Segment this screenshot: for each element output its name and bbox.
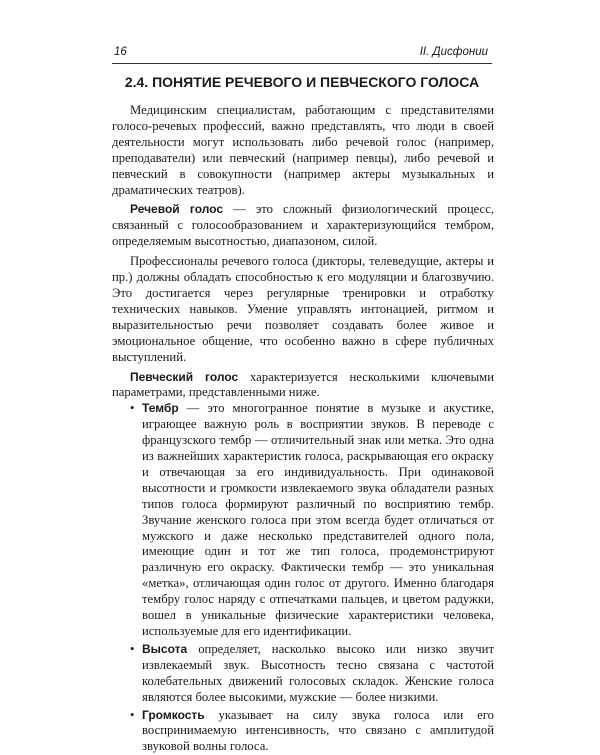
- bullet-icon: •: [130, 707, 135, 722]
- paragraph-intro: Медицинским специалистам, работающим с представителями голосо-речевых профессий, важно представлять, что люди в своей деятельности могут использовать либо речевой голос (например, преподаватели) или певческий (например певцы), либо речевой и певческий в совокупности (например актеры музыкальных и драматических театров).: [112, 103, 494, 197]
- list-item-pitch: [130, 642, 494, 706]
- paragraph-speech-voice: [112, 202, 494, 250]
- paragraph-singing-voice: [112, 370, 494, 402]
- term-singing-voice: Певческий голос: [130, 369, 239, 384]
- paragraph-professionals: Профессионалы речевого голоса (дикторы, телеведущие, актеры и пр.) должны обладать способностью к его модуляции и благозвучию. Это достигается через регулярные тренировки и отработку технических навыков. Умение управлять интонацией, ритмом и выразительностью речи позволяет создавать более живое и эмоциональное общение, что особенно важно в сфере публичных выступлений.: [112, 254, 494, 364]
- definition-singing-voice: характеризуется несколькими ключевыми параметрами, представленными ниже.: [112, 369, 494, 400]
- term-timbre: Тембр: [142, 401, 179, 416]
- bullet-icon: •: [130, 401, 135, 416]
- list-item-loudness: [130, 708, 494, 755]
- definition-speech-voice: — это сложный физиологический процесс, связанный с голосообразованием и характеризующийся тембром, определяемым высотностью, диапазоном, силой.: [112, 202, 494, 249]
- header-divider: [112, 63, 492, 64]
- definition-loudness: указывает на силу звука голоса или его воспринимаемую интенсивность, что связано с амплитудой звуковой волны голоса.: [142, 707, 494, 754]
- list-item-timbre: [130, 401, 494, 640]
- term-pitch: Высота: [142, 641, 188, 656]
- page-number: 16: [114, 46, 127, 58]
- section-title: 2.4. ПОНЯТИЕ РЕЧЕВОГО И ПЕВЧЕСКОГО ГОЛОСА: [124, 74, 480, 90]
- body-text: [112, 103, 494, 755]
- term-speech-voice: Речевой голос: [130, 202, 224, 217]
- page-header: [112, 44, 488, 60]
- term-loudness: Громкость: [142, 707, 205, 722]
- bullet-icon: •: [130, 641, 135, 656]
- definition-pitch: определяет, насколько высоко или низко звучит извлекаемый звук. Высотность тесно связана с частотой колебательных движений голосовых складок. Женские голоса являются более высокими, мужские — более низкими.: [142, 641, 494, 704]
- running-title: II. Дисфонии: [419, 46, 488, 58]
- parameter-list: [112, 401, 494, 755]
- definition-timbre: — это многогранное понятие в музыке и акустике, играющее важную роль в восприятии звуков. В переводе с французского тембр — отличительный знак или метка. Это одна из важнейших характеристик голоса, раскрывающая его окраску и отвечающая за его индивидуальность. При одинаковой высотности и громкости извлекаемого звука обладатели разных типов голоса формируют различный по восприятию тембр. Звучание женского голоса при этом всегда будет отличаться от мужского и даже несколько представителей одного пола, имеющие один и тот же тип голоса, продемонстрируют различную его окраску. Фактически тембр — это уникальная «метка», отличающая один голос от другого. Именно благодаря тембру голос наряду с отпечатками пальцев, и цветом радужки, вошел в уникальные физические характеристики человека, используемые для его идентификации.: [142, 401, 494, 638]
